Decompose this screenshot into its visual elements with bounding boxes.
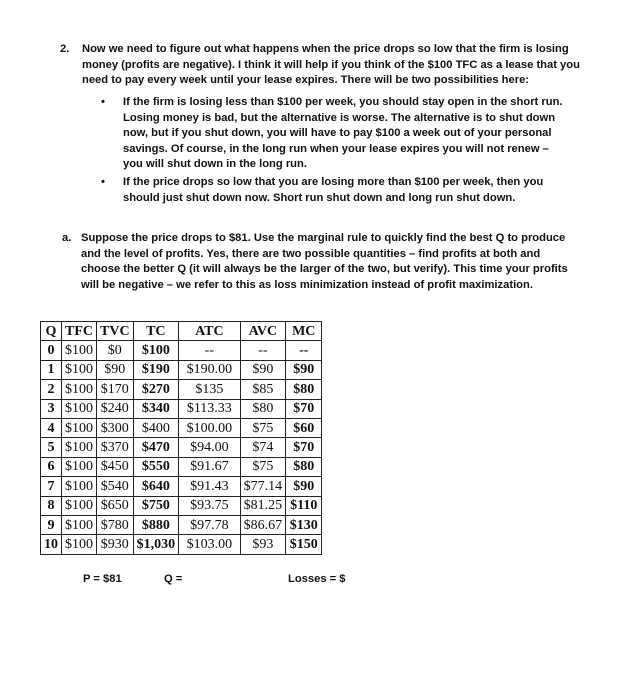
cell-tfc: $100 <box>62 515 97 534</box>
cell-mc: $70 <box>286 438 322 457</box>
cell-q: 0 <box>41 341 62 360</box>
cell-tc: $750 <box>133 496 179 515</box>
cell-tfc: $100 <box>62 341 97 360</box>
cell-tvc: $300 <box>97 418 134 437</box>
cell-q: 4 <box>41 418 62 437</box>
header-q: Q <box>41 322 62 341</box>
cell-tc: $640 <box>133 477 179 496</box>
cell-tfc: $100 <box>62 477 97 496</box>
cell-atc: $100.00 <box>179 418 241 437</box>
table-row <box>41 535 322 554</box>
cell-q: 6 <box>41 457 62 476</box>
table-row <box>41 418 322 437</box>
cell-avc: -- <box>240 341 286 360</box>
part-a-label: a. <box>62 232 72 244</box>
cell-tc: $270 <box>133 380 179 399</box>
cell-q: 1 <box>41 360 62 379</box>
header-tfc: TFC <box>62 322 97 341</box>
cell-tvc: $930 <box>97 535 134 554</box>
cell-avc: $75 <box>240 457 286 476</box>
table-row <box>41 360 322 379</box>
cell-atc: $94.00 <box>179 438 241 457</box>
cell-tc: $880 <box>133 515 179 534</box>
cell-atc: $93.75 <box>179 496 241 515</box>
bullet-list <box>100 95 570 208</box>
cell-tvc: $170 <box>97 380 134 399</box>
header-atc: ATC <box>179 322 241 341</box>
bullet-dot-icon: • <box>101 96 105 108</box>
bullet-text: If the price drops so low that you are losing more than $100 per week, then you should just shut down now. Short run shut down and long run shut down. <box>123 175 544 204</box>
cell-tfc: $100 <box>62 496 97 515</box>
cell-tfc: $100 <box>62 535 97 554</box>
cell-tc: $100 <box>133 341 179 360</box>
cell-avc: $75 <box>240 418 286 437</box>
cell-avc: $90 <box>240 360 286 379</box>
cell-tvc: $240 <box>97 399 134 418</box>
cell-tfc: $100 <box>62 438 97 457</box>
cell-avc: $86.67 <box>240 515 286 534</box>
header-tc: TC <box>133 322 179 341</box>
cell-mc: $130 <box>286 515 322 534</box>
table-row <box>41 399 322 418</box>
cell-tvc: $780 <box>97 515 134 534</box>
bullet-dot-icon: • <box>101 175 105 188</box>
cell-tfc: $100 <box>62 457 97 476</box>
cell-mc: $150 <box>286 535 322 554</box>
cost-table <box>40 321 322 555</box>
table-row <box>41 496 322 515</box>
table-row <box>41 438 322 457</box>
cell-tfc: $100 <box>62 399 97 418</box>
cell-q: 7 <box>41 477 62 496</box>
cell-tc: $470 <box>133 438 179 457</box>
cell-tvc: $90 <box>97 360 134 379</box>
cell-avc: $74 <box>240 438 286 457</box>
cell-atc: $103.00 <box>179 535 241 554</box>
question-2-number: 2. <box>60 43 70 55</box>
cell-q: 2 <box>41 380 62 399</box>
cell-mc: $70 <box>286 399 322 418</box>
losses-label: Losses = $ <box>288 573 346 585</box>
part-a-text: Suppose the price drops to $81. Use the marginal rule to quickly find the best Q to produce and the level of profits. Yes, there are two possible quantities – find profits at both and choose the better Q (it will always be the larger of the two, but verify). This time your profits will be negative – we refer to this as loss minimization instead of profit maximization. <box>81 232 568 291</box>
cell-tvc: $540 <box>97 477 134 496</box>
cell-q: 9 <box>41 515 62 534</box>
header-tvc: TVC <box>97 322 134 341</box>
question-2-text: Now we need to figure out what happens when the price drops so low that the firm is losing money (profits are negative). I think it will help if you think of the $100 TFC as a lease that you need to pay every week until your lease expires. There will be two possibilities here: <box>82 43 580 87</box>
cell-q: 10 <box>41 535 62 554</box>
table-row <box>41 515 322 534</box>
quantity-label: Q = <box>164 573 183 585</box>
cell-tc: $1,030 <box>133 535 179 554</box>
table-row <box>41 457 322 476</box>
bullet-item <box>100 95 570 173</box>
cell-mc: $110 <box>286 496 322 515</box>
cell-tfc: $100 <box>62 360 97 379</box>
part-a <box>62 231 582 293</box>
cell-atc: $91.43 <box>179 477 241 496</box>
cell-mc: $80 <box>286 380 322 399</box>
cell-mc: $90 <box>286 360 322 379</box>
table-header-row <box>41 322 322 341</box>
cell-q: 5 <box>41 438 62 457</box>
cell-avc: $77.14 <box>240 477 286 496</box>
cell-avc: $81.25 <box>240 496 286 515</box>
bullet-item <box>100 175 570 206</box>
cell-tvc: $450 <box>97 457 134 476</box>
cell-atc: $190.00 <box>179 360 241 379</box>
cell-tfc: $100 <box>62 418 97 437</box>
cell-tc: $400 <box>133 418 179 437</box>
header-avc: AVC <box>240 322 286 341</box>
cell-tfc: $100 <box>62 380 97 399</box>
header-mc: MC <box>286 322 322 341</box>
cell-tc: $550 <box>133 457 179 476</box>
table-row <box>41 341 322 360</box>
cell-q: 8 <box>41 496 62 515</box>
bullet-text: If the firm is losing less than $100 per week, you should stay open in the short run. Losing money is bad, but the alternative is worse. The alternative is to shut down now, but if you shut down, you will have to pay $100 a week out of your personal savings. Of course, in the long run when your lease expires you will not renew – you will shut down in the long run. <box>123 96 563 171</box>
cell-mc: -- <box>286 341 322 360</box>
cell-q: 3 <box>41 399 62 418</box>
cell-atc: $97.78 <box>179 515 241 534</box>
cell-avc: $93 <box>240 535 286 554</box>
cell-atc: $135 <box>179 380 241 399</box>
cell-tvc: $0 <box>97 341 134 360</box>
table-row <box>41 380 322 399</box>
cell-mc: $90 <box>286 477 322 496</box>
cell-mc: $80 <box>286 457 322 476</box>
question-2 <box>62 42 582 89</box>
cell-avc: $80 <box>240 399 286 418</box>
table-row <box>41 477 322 496</box>
cell-tvc: $650 <box>97 496 134 515</box>
price-label: P = $81 <box>83 573 122 585</box>
cell-tc: $340 <box>133 399 179 418</box>
cell-atc: $113.33 <box>179 399 241 418</box>
cell-tc: $190 <box>133 360 179 379</box>
cell-atc: -- <box>179 341 241 360</box>
cell-mc: $60 <box>286 418 322 437</box>
cell-avc: $85 <box>240 380 286 399</box>
cell-tvc: $370 <box>97 438 134 457</box>
cell-atc: $91.67 <box>179 457 241 476</box>
